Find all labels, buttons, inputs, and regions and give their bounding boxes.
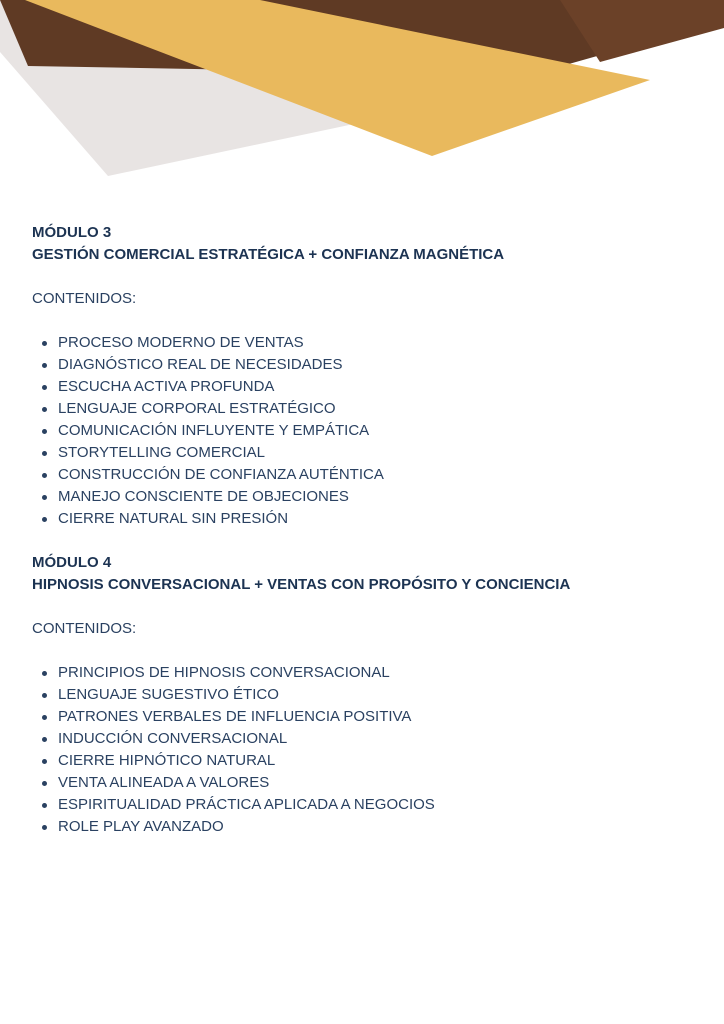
module-title: GESTIÓN COMERCIAL ESTRATÉGICA + CONFIANZA MAGNÉTICA [32, 246, 505, 263]
bullet-icon [42, 363, 47, 368]
list-item [58, 728, 702, 750]
list-item [58, 794, 702, 816]
list-item [58, 464, 702, 486]
list-item-text: CONSTRUCCIÓN DE CONFIANZA AUTÉNTICA [58, 466, 384, 483]
list-item [58, 354, 702, 376]
bullet-icon [42, 671, 47, 676]
bullet-icon [42, 473, 47, 478]
topic-list [32, 332, 702, 530]
bullet-icon [42, 781, 47, 786]
list-item [58, 486, 702, 508]
list-item-text: COMUNICACIÓN INFLUYENTE Y EMPÁTICA [58, 422, 370, 439]
module-number: MÓDULO 3 [32, 224, 112, 241]
list-item-text: CIERRE HIPNÓTICO NATURAL [58, 752, 276, 769]
page-content [32, 222, 702, 838]
list-item [58, 706, 702, 728]
header-decoration [0, 0, 724, 180]
list-item-text: INDUCCIÓN CONVERSACIONAL [58, 730, 288, 747]
list-item [58, 750, 702, 772]
list-item [58, 398, 702, 420]
bullet-icon [42, 825, 47, 830]
list-item [58, 332, 702, 354]
bullet-icon [42, 759, 47, 764]
list-item-text: LENGUAJE SUGESTIVO ÉTICO [58, 686, 279, 703]
module-4 [32, 552, 702, 838]
bullet-icon [42, 495, 47, 500]
list-item-text: CIERRE NATURAL SIN PRESIÓN [58, 510, 289, 527]
bullet-icon [42, 715, 47, 720]
list-item-text: ESCUCHA ACTIVA PROFUNDA [58, 378, 275, 395]
list-item-text: PRINCIPIOS DE HIPNOSIS CONVERSACIONAL [58, 664, 390, 681]
bullet-icon [42, 451, 47, 456]
bullet-icon [42, 693, 47, 698]
list-item [58, 442, 702, 464]
bullet-icon [42, 803, 47, 808]
list-item [58, 376, 702, 398]
list-item-text: PATRONES VERBALES DE INFLUENCIA POSITIVA [58, 708, 412, 725]
list-item-text: MANEJO CONSCIENTE DE OBJECIONES [58, 488, 349, 505]
list-item-text: DIAGNÓSTICO REAL DE NECESIDADES [58, 356, 343, 373]
list-item-text: LENGUAJE CORPORAL ESTRATÉGICO [58, 400, 336, 417]
contents-label: CONTENIDOS: [32, 290, 137, 307]
module-number: MÓDULO 4 [32, 554, 112, 571]
bullet-icon [42, 737, 47, 742]
list-item-text: VENTA ALINEADA A VALORES [58, 774, 270, 791]
list-item-text: ROLE PLAY AVANZADO [58, 818, 224, 835]
contents-label: CONTENIDOS: [32, 620, 137, 637]
list-item [58, 816, 702, 838]
bullet-icon [42, 385, 47, 390]
bullet-icon [42, 429, 47, 434]
module-title: HIPNOSIS CONVERSACIONAL + VENTAS CON PROPÓSITO Y CONCIENCIA [32, 576, 571, 593]
list-item [58, 772, 702, 794]
module-3 [32, 222, 702, 530]
list-item-text: PROCESO MODERNO DE VENTAS [58, 334, 304, 351]
list-item-text: STORYTELLING COMERCIAL [58, 444, 265, 461]
topic-list [32, 662, 702, 838]
list-item [58, 420, 702, 442]
list-item [58, 508, 702, 530]
bullet-icon [42, 341, 47, 346]
list-item [58, 662, 702, 684]
bullet-icon [42, 517, 47, 522]
list-item [58, 684, 702, 706]
list-item-text: ESPIRITUALIDAD PRÁCTICA APLICADA A NEGOCIOS [58, 796, 435, 813]
bullet-icon [42, 407, 47, 412]
